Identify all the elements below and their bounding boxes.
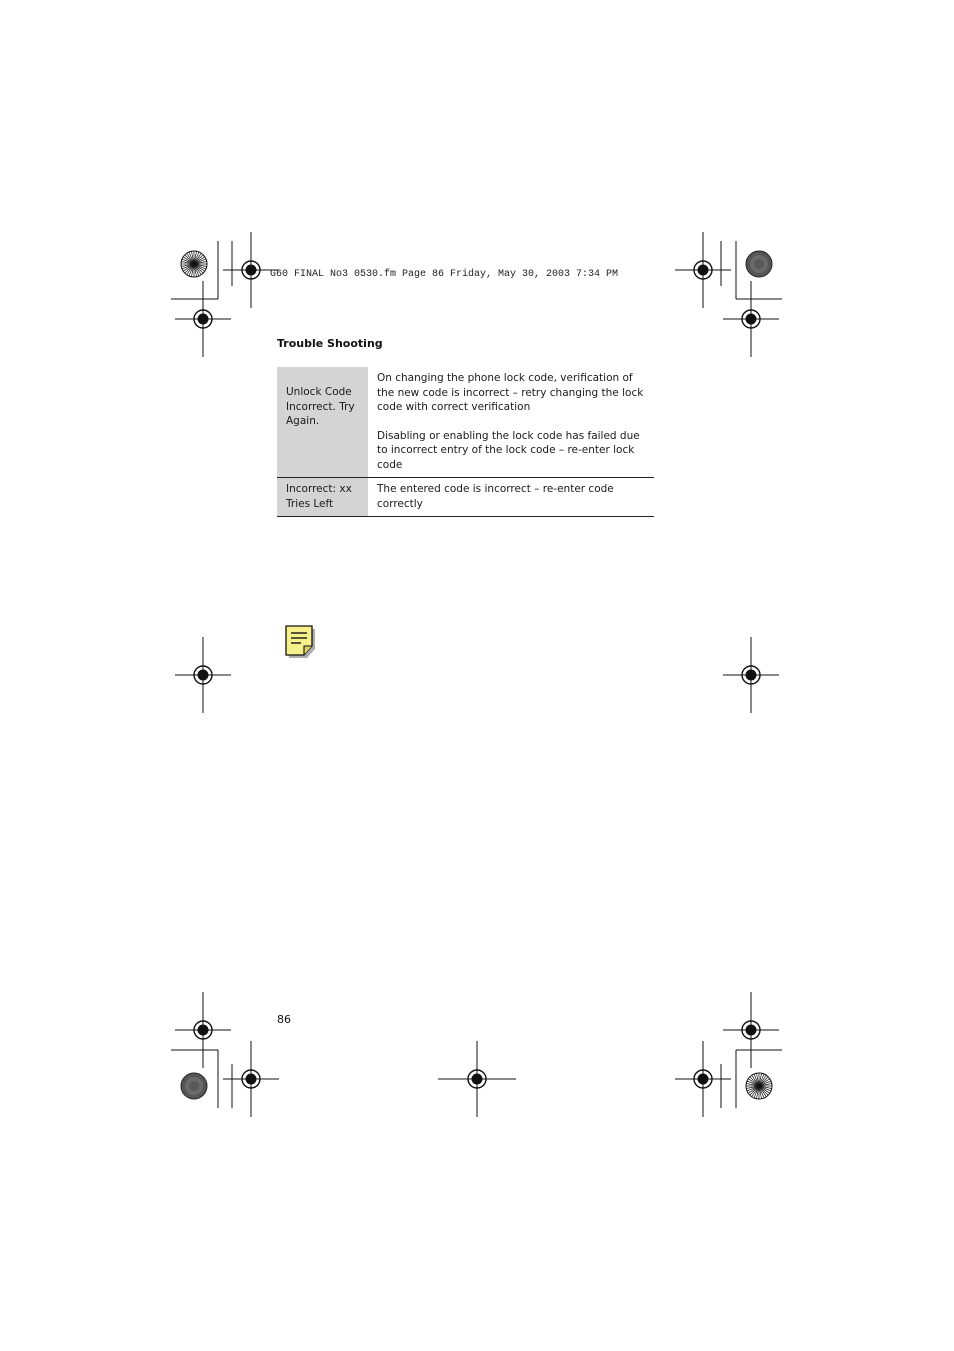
file-info-header: G60 FINAL No3 0530.fm Page 86 Friday, May 30, 2003 7:34 PM (270, 269, 619, 280)
description-paragraph: On changing the phone lock code, verification of the new code is incorrect – retry changing the lock code with correct verification (377, 372, 644, 413)
error-message-cell: Incorrect: xx Tries Left (277, 478, 368, 517)
table-row (277, 478, 654, 517)
section-title: Trouble Shooting (277, 337, 383, 350)
note-icon (285, 625, 317, 659)
error-message-cell: Unlock Code Incorrect. Try Again. (277, 367, 368, 478)
description-cell (368, 478, 654, 517)
description-paragraph: The entered code is incorrect – re-enter code correctly (377, 483, 614, 510)
table-row (277, 367, 654, 478)
description-cell (368, 367, 654, 478)
page-number: 86 (277, 1013, 291, 1026)
description-paragraph: Disabling or enabling the lock code has failed due to incorrect entry of the lock code – re-enter lock code (377, 429, 640, 471)
trouble-shooting-table (277, 367, 654, 517)
